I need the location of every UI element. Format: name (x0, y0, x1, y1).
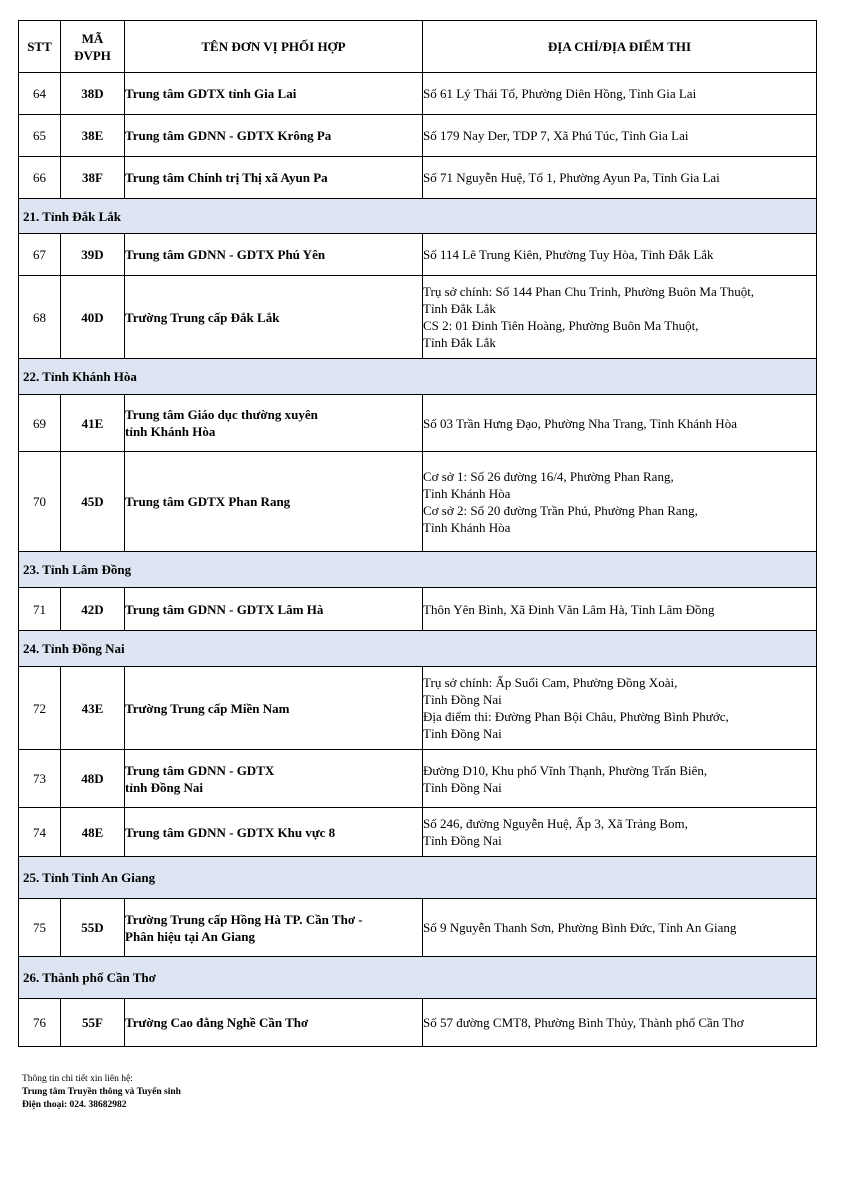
section-title: 23. Tỉnh Lâm Đồng (19, 552, 817, 588)
row-code: 38F (61, 157, 125, 199)
table-row (19, 276, 817, 359)
row-unit-name: Trung tâm GDTX Phan Rang (125, 452, 423, 552)
row-code: 43E (61, 667, 125, 750)
row-stt: 68 (19, 276, 61, 359)
header-code: MÃ ĐVPH (61, 21, 125, 73)
section-row (19, 552, 817, 588)
table-row (19, 73, 817, 115)
table-row (19, 157, 817, 199)
contact-footer (22, 1073, 181, 1112)
section-row (19, 631, 817, 667)
row-code: 45D (61, 452, 125, 552)
row-code: 38E (61, 115, 125, 157)
row-address: Số 71 Nguyễn Huệ, Tổ 1, Phường Ayun Pa, Tỉnh Gia Lai (423, 157, 817, 199)
table-row (19, 808, 817, 857)
header-stt: STT (19, 21, 61, 73)
header-address: ĐỊA CHỈ/ĐỊA ĐIỂM THI (423, 21, 817, 73)
row-unit-name: Trung tâm Giáo dục thường xuyên tỉnh Khánh Hòa (125, 395, 423, 452)
section-row (19, 199, 817, 234)
row-stt: 64 (19, 73, 61, 115)
row-address: Số 179 Nay Der, TDP 7, Xã Phú Túc, Tỉnh Gia Lai (423, 115, 817, 157)
exam-locations-table (18, 20, 817, 1047)
row-stt: 73 (19, 750, 61, 808)
row-address: Thôn Yên Bình, Xã Đinh Văn Lâm Hà, Tỉnh Lâm Đồng (423, 588, 817, 631)
row-code: 55F (61, 999, 125, 1047)
row-address: Cơ sở 1: Số 26 đường 16/4, Phường Phan Rang, Tỉnh Khánh Hòa Cơ sở 2: Số 20 đường Trần Phú, Phường Phan Rang, Tỉnh Khánh Hòa (423, 452, 817, 552)
row-code: 48D (61, 750, 125, 808)
row-code: 55D (61, 899, 125, 957)
row-unit-name: Trung tâm GDNN - GDTX tỉnh Đồng Nai (125, 750, 423, 808)
row-address: Số 57 đường CMT8, Phường Bình Thủy, Thành phố Cần Thơ (423, 999, 817, 1047)
header-unit: TÊN ĐƠN VỊ PHỐI HỢP (125, 21, 423, 73)
table-row (19, 234, 817, 276)
row-unit-name: Trung tâm GDTX tỉnh Gia Lai (125, 73, 423, 115)
table-row (19, 588, 817, 631)
contact-intro: Thông tin chi tiết xin liên hệ: (22, 1074, 133, 1084)
section-title: 26. Thành phố Cần Thơ (19, 957, 817, 999)
row-stt: 65 (19, 115, 61, 157)
row-address: Số 114 Lê Trung Kiên, Phường Tuy Hòa, Tỉnh Đắk Lắk (423, 234, 817, 276)
row-unit-name: Trung tâm GDNN - GDTX Lâm Hà (125, 588, 423, 631)
row-code: 40D (61, 276, 125, 359)
row-unit-name: Trung tâm Chính trị Thị xã Ayun Pa (125, 157, 423, 199)
row-stt: 72 (19, 667, 61, 750)
row-stt: 66 (19, 157, 61, 199)
row-stt: 75 (19, 899, 61, 957)
row-stt: 71 (19, 588, 61, 631)
section-row (19, 857, 817, 899)
row-address: Số 9 Nguyễn Thanh Sơn, Phường Bình Đức, Tỉnh An Giang (423, 899, 817, 957)
table-row (19, 395, 817, 452)
table-row (19, 452, 817, 552)
row-address: Trụ sở chính: Số 144 Phan Chu Trinh, Phường Buôn Ma Thuột, Tỉnh Đắk Lắk CS 2: 01 Đinh Tiên Hoàng, Phường Buôn Ma Thuột, Tỉnh Đắk Lắk (423, 276, 817, 359)
row-address: Đường D10, Khu phố Vĩnh Thạnh, Phường Trấn Biên, Tỉnh Đồng Nai (423, 750, 817, 808)
header-row (19, 21, 817, 73)
row-code: 48E (61, 808, 125, 857)
row-address: Số 03 Trần Hưng Đạo, Phường Nha Trang, Tỉnh Khánh Hòa (423, 395, 817, 452)
section-title: 22. Tỉnh Khánh Hòa (19, 359, 817, 395)
row-address: Trụ sở chính: Ấp Suối Cam, Phường Đồng Xoài, Tỉnh Đồng Nai Địa điểm thi: Đường Phan Bội Châu, Phường Bình Phước, Tỉnh Đồng Nai (423, 667, 817, 750)
row-code: 42D (61, 588, 125, 631)
contact-organization: Trung tâm Truyền thông và Tuyển sinh (22, 1087, 181, 1097)
row-stt: 67 (19, 234, 61, 276)
table-row (19, 999, 817, 1047)
row-code: 39D (61, 234, 125, 276)
row-address: Số 246, đường Nguyễn Huệ, Ấp 3, Xã Trảng Bom, Tỉnh Đồng Nai (423, 808, 817, 857)
row-unit-name: Trung tâm GDNN - GDTX Phú Yên (125, 234, 423, 276)
section-row (19, 957, 817, 999)
section-title: 24. Tỉnh Đồng Nai (19, 631, 817, 667)
row-code: 38D (61, 73, 125, 115)
row-unit-name: Trường Trung cấp Miền Nam (125, 667, 423, 750)
row-unit-name: Trung tâm GDNN - GDTX Krông Pa (125, 115, 423, 157)
row-stt: 74 (19, 808, 61, 857)
table-row (19, 667, 817, 750)
row-code: 41E (61, 395, 125, 452)
row-stt: 76 (19, 999, 61, 1047)
row-unit-name: Trường Trung cấp Hồng Hà TP. Cần Thơ - Phân hiệu tại An Giang (125, 899, 423, 957)
row-unit-name: Trường Trung cấp Đắk Lắk (125, 276, 423, 359)
section-row (19, 359, 817, 395)
table-row (19, 899, 817, 957)
table-row (19, 750, 817, 808)
row-stt: 69 (19, 395, 61, 452)
section-title: 25. Tỉnh Tỉnh An Giang (19, 857, 817, 899)
row-unit-name: Trường Cao đẳng Nghề Cần Thơ (125, 999, 423, 1047)
contact-phone: Điện thoại: 024. 38682982 (22, 1100, 127, 1110)
section-title: 21. Tỉnh Đắk Lắk (19, 199, 817, 234)
row-unit-name: Trung tâm GDNN - GDTX Khu vực 8 (125, 808, 423, 857)
row-address: Số 61 Lý Thái Tổ, Phường Diên Hồng, Tỉnh Gia Lai (423, 73, 817, 115)
table-row (19, 115, 817, 157)
row-stt: 70 (19, 452, 61, 552)
